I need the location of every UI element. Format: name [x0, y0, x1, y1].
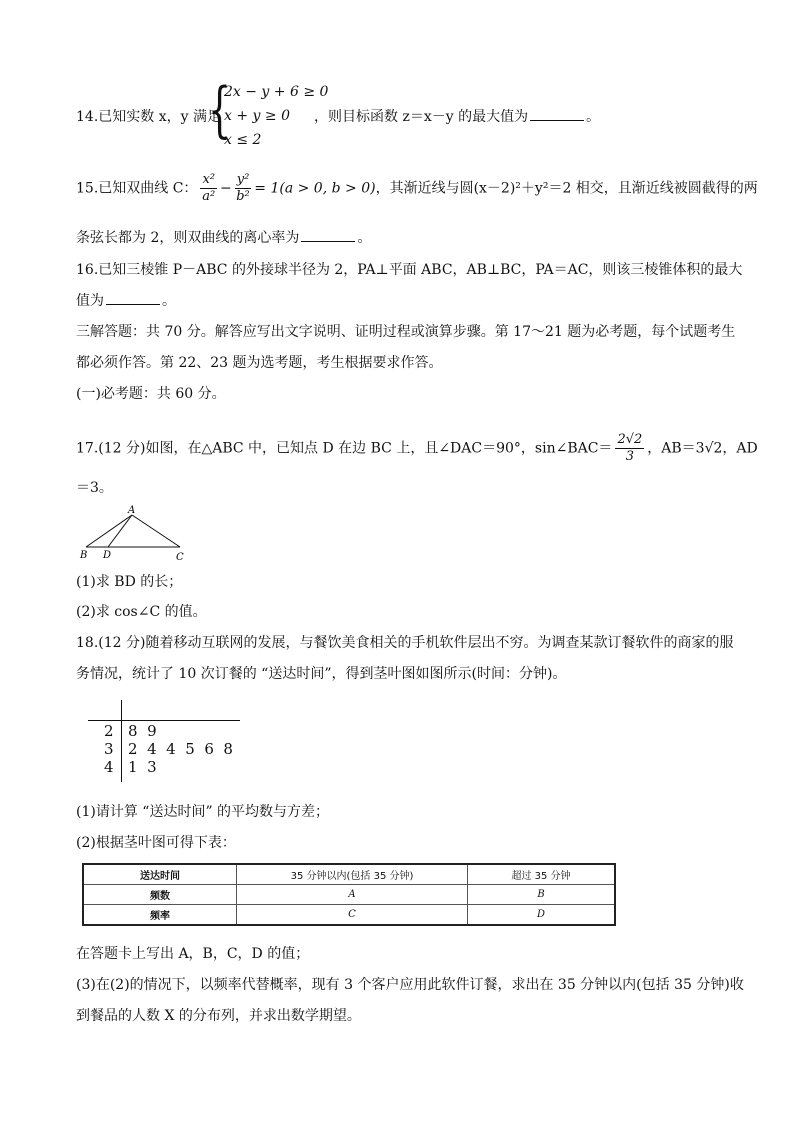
- q17-line2: ＝3。: [76, 480, 113, 496]
- q15-condition: = 1(a > 0, b > 0): [254, 180, 376, 197]
- stem-3: 3: [104, 740, 114, 758]
- leaves-3: 2 4 4 5 6 8: [128, 740, 233, 758]
- constraint-3: x ≤ 2: [224, 132, 262, 148]
- stem-2: 2: [104, 722, 114, 740]
- label-c: C: [176, 552, 184, 561]
- q16-line1: 16.已知三棱锥 P－ABC 的外接球半径为 2，PA⊥平面 ABC，AB⊥BC，PA＝AC，则该三棱锥体积的最大: [76, 262, 743, 278]
- q17-suffix: ，AB＝3√2，AD: [647, 440, 758, 457]
- q18-line1: 18.(12 分)随着移动互联网的发展，与餐饮美食相关的手机软件层出不穷。为调查某款订餐软件的商家的服: [76, 635, 734, 651]
- table-row: [83, 885, 615, 905]
- q15-prefix: 15.已知双曲线 C：: [76, 180, 198, 197]
- q15-minus: −: [219, 180, 232, 197]
- q16-line2: [76, 292, 176, 310]
- stem-leaf-horizontal-line: [88, 720, 240, 721]
- side-ac: [132, 515, 180, 547]
- q15-frac1: [200, 172, 217, 205]
- q17-line1: [76, 432, 758, 465]
- table-row: [83, 905, 615, 926]
- answer-blank: [530, 108, 584, 121]
- q17-sub2: (2)求 cos∠C 的值。: [76, 604, 207, 620]
- table-row-label: 频数: [83, 885, 237, 905]
- leaves-2: 8 9: [128, 722, 157, 740]
- q17-frac-den: 3: [625, 449, 634, 464]
- segment-ad: [108, 515, 132, 547]
- q15-frac1-den: a²: [202, 189, 216, 204]
- side-ab: [86, 515, 132, 547]
- q16-line2-text: 值为: [76, 293, 104, 309]
- q17-frac: [615, 432, 644, 465]
- q18-after-table: 在答题卡上写出 A，B，C，D 的值；: [76, 946, 310, 962]
- q15-frac2-den: b²: [236, 189, 250, 204]
- q15-rest: ，其渐近线与圆(x－2)²＋y²＝2 相交，且渐近线被圆截得的两: [375, 180, 758, 197]
- table-row-label: 频率: [83, 905, 237, 926]
- frequency-table: [82, 863, 616, 926]
- q18-sub3-line2: 到餐品的人数 X 的分布列，并求出数学期望。: [76, 1008, 361, 1024]
- label-d: D: [103, 550, 112, 561]
- q14-constraints: [224, 80, 328, 152]
- q17-prefix: 17.(12 分)如图，在△ABC 中，已知点 D 在边 BC 上，且∠DAC＝90°，sin∠BAC＝: [76, 440, 613, 457]
- q14-suffix-text: ，则目标函数 z＝x－y 的最大值为: [314, 109, 529, 125]
- constraint-2: x + y ≥ 0: [224, 108, 290, 124]
- table-cell: A: [237, 885, 468, 905]
- table-header-cell: 送达时间: [83, 864, 237, 885]
- table-cell: C: [237, 905, 468, 926]
- q15-end: 。: [357, 230, 372, 246]
- table-cell: B: [468, 885, 616, 905]
- triangle-figure: [76, 503, 188, 561]
- section3-required: (一)必考题：共 60 分。: [76, 386, 226, 402]
- q15-line2: [76, 229, 371, 247]
- q16-end: 。: [162, 293, 176, 309]
- table-cell: D: [468, 905, 616, 926]
- table-row: [83, 864, 615, 885]
- brace-icon: {: [208, 75, 231, 145]
- table-header-cell: 超过 35 分钟: [468, 864, 616, 885]
- q15-frac1-num: x²: [202, 172, 215, 187]
- label-a: A: [128, 505, 136, 516]
- q14-end: 。: [586, 109, 601, 125]
- table-header-cell: 35 分钟以内(包括 35 分钟): [237, 864, 468, 885]
- q15-frac2-num: y²: [236, 172, 250, 187]
- q15-line1: [76, 172, 758, 205]
- stem-leaf-vertical-line: [121, 700, 122, 782]
- leaves-4: 1 3: [128, 758, 157, 776]
- q17-frac-num: 2√2: [617, 432, 643, 447]
- q18-sub3-line1: (3)在(2)的情况下，以频率代替概率，现有 3 个客户应用此软件订餐，求出在 35 分钟以内(包括 35 分钟)收: [76, 977, 744, 993]
- section3-line1: 三解答题：共 70 分。解答应写出文字说明、证明过程或演算步骤。第 17～21 题为必考题，每个试题考生: [76, 324, 736, 340]
- q18-sub2: (2)根据茎叶图可得下表：: [76, 835, 236, 851]
- label-b: B: [80, 550, 88, 561]
- answer-blank: [301, 229, 355, 242]
- q18-line2: 务情况，统计了 10 次订餐的 “送达时间”，得到茎叶图如图所示(时间：分钟)。: [76, 666, 567, 682]
- q18-sub1: (1)请计算 “送达时间” 的平均数与方差；: [76, 804, 330, 820]
- q15-frac2: [235, 172, 252, 205]
- constraint-1: 2x − y + 6 ≥ 0: [224, 84, 329, 100]
- answer-blank: [106, 292, 160, 305]
- section3-line2: 都必须作答。第 22、23 题为选考题，考生根据要求作答。: [76, 355, 443, 371]
- q14-suffix: [314, 108, 600, 126]
- q15-line2-text: 条弦长都为 2，则双曲线的离心率为: [76, 230, 300, 246]
- q14-prefix: 14.已知实数 x，y 满足: [76, 109, 221, 125]
- q17-sub1: (1)求 BD 的长；: [76, 574, 183, 590]
- stem-4: 4: [104, 758, 114, 776]
